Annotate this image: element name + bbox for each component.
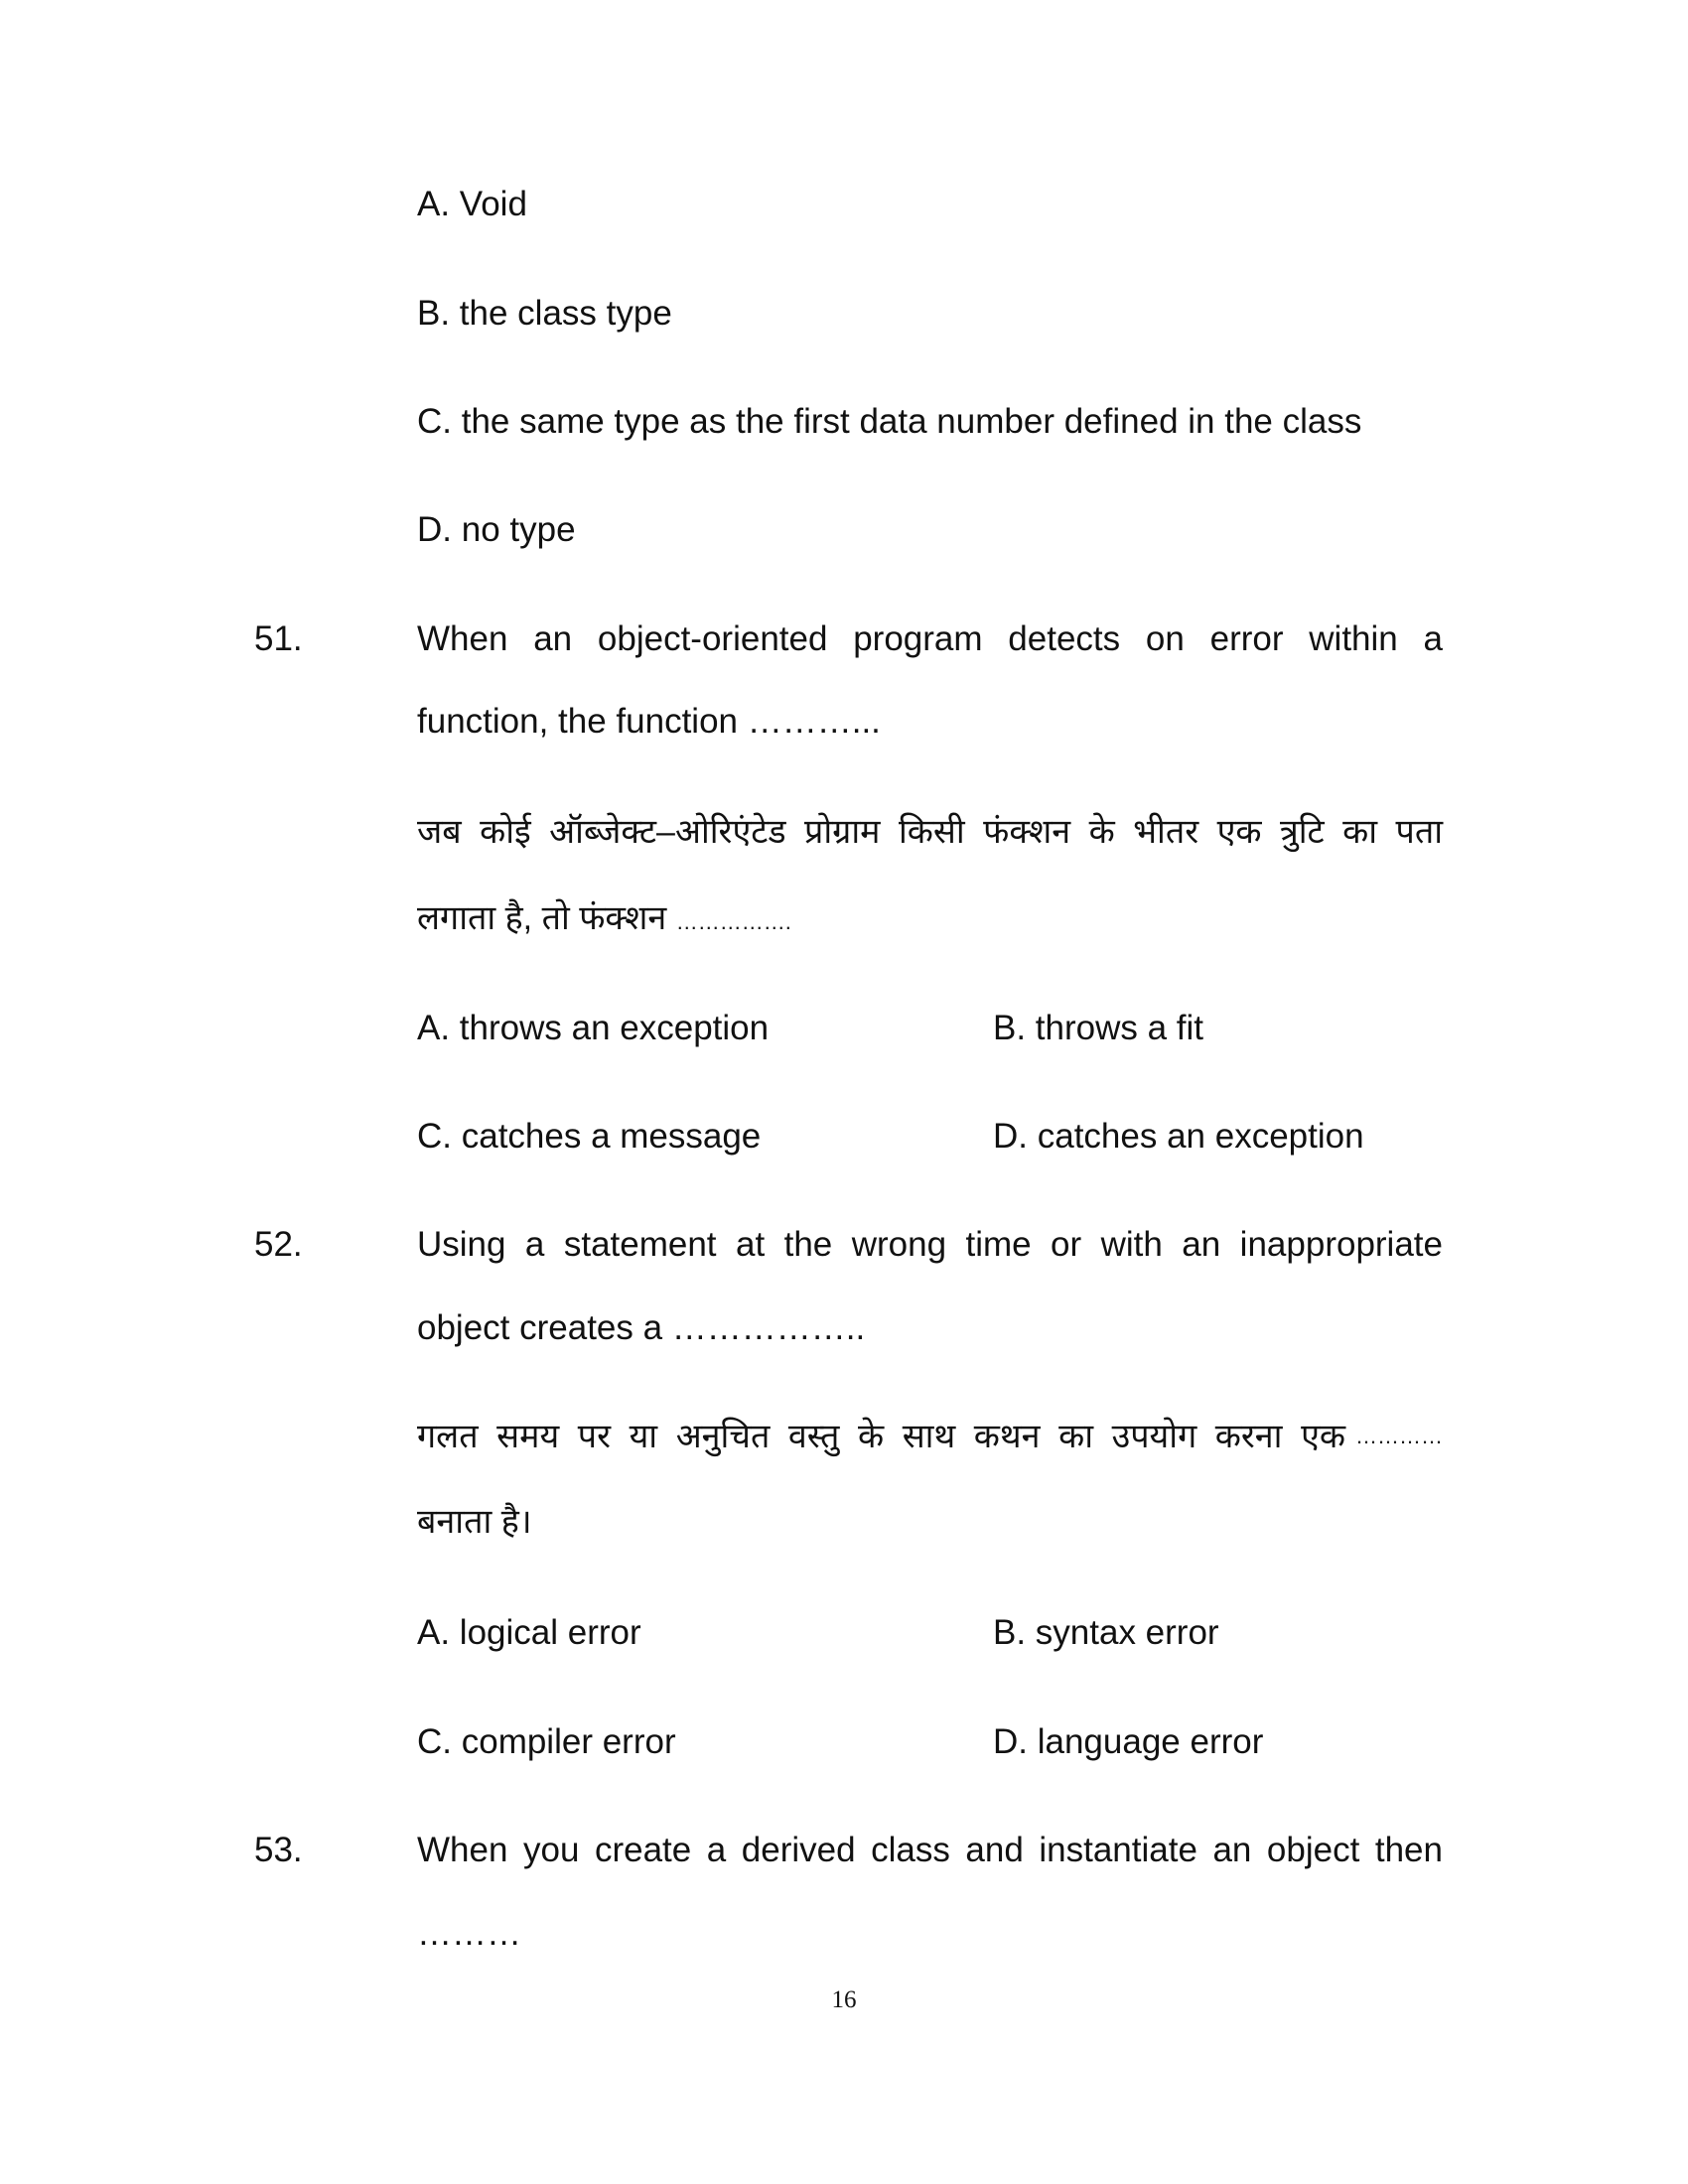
- question-text-en-line1: When you create a derived class and instantiate an object then: [417, 1831, 1443, 1869]
- option-b: B. the class type: [417, 294, 672, 333]
- option-d: D. catches an exception: [993, 1117, 1364, 1156]
- option-a: A. Void: [417, 185, 527, 223]
- option-d: D. no type: [417, 510, 576, 549]
- question-text-en-line2: function, the function ………...: [417, 702, 881, 741]
- option-b: B. throws a fit: [993, 1009, 1204, 1047]
- question-text-hi-line2: [417, 893, 791, 947]
- question-number: 53.: [254, 1831, 303, 1869]
- answer-blank: …………: [1355, 1424, 1443, 1448]
- question-text-hi-line1: जब कोई ऑब्जेक्ट–ओरिएंटेड प्रोग्राम किसी फंक्शन के भीतर एक त्रुटि का पता: [417, 813, 1443, 851]
- option-a: A. logical error: [417, 1613, 641, 1652]
- question-number: 52.: [254, 1225, 303, 1264]
- option-d: D. language error: [993, 1722, 1264, 1761]
- page-number: 16: [831, 1986, 857, 2013]
- option-c: C. the same type as the first data number defined in the class: [417, 402, 1362, 441]
- question-text-en-line1: When an object-oriented program detects on error within a: [417, 619, 1443, 658]
- option-c: C. compiler error: [417, 1722, 676, 1761]
- option-c: C. catches a message: [417, 1117, 762, 1156]
- option-b: B. syntax error: [993, 1613, 1219, 1652]
- answer-blank: …………….: [675, 909, 791, 934]
- question-text-hi-line1: [417, 1412, 1443, 1461]
- hindi-text: लगाता है, तो फंक्शन: [417, 899, 667, 937]
- question-text-en-line2: object creates a ……………..: [417, 1308, 866, 1347]
- question-number: 51.: [254, 619, 303, 658]
- question-text-en-line2: ………: [417, 1914, 521, 1953]
- hindi-text: गलत समय पर या अनुचित वस्तु के साथ कथन का उपयोग करना एक: [417, 1418, 1345, 1455]
- question-text-hi-line2: बनाता है।: [417, 1503, 532, 1541]
- option-a: A. throws an exception: [417, 1009, 770, 1047]
- question-text-en-line1: Using a statement at the wrong time or with an inappropriate: [417, 1225, 1443, 1264]
